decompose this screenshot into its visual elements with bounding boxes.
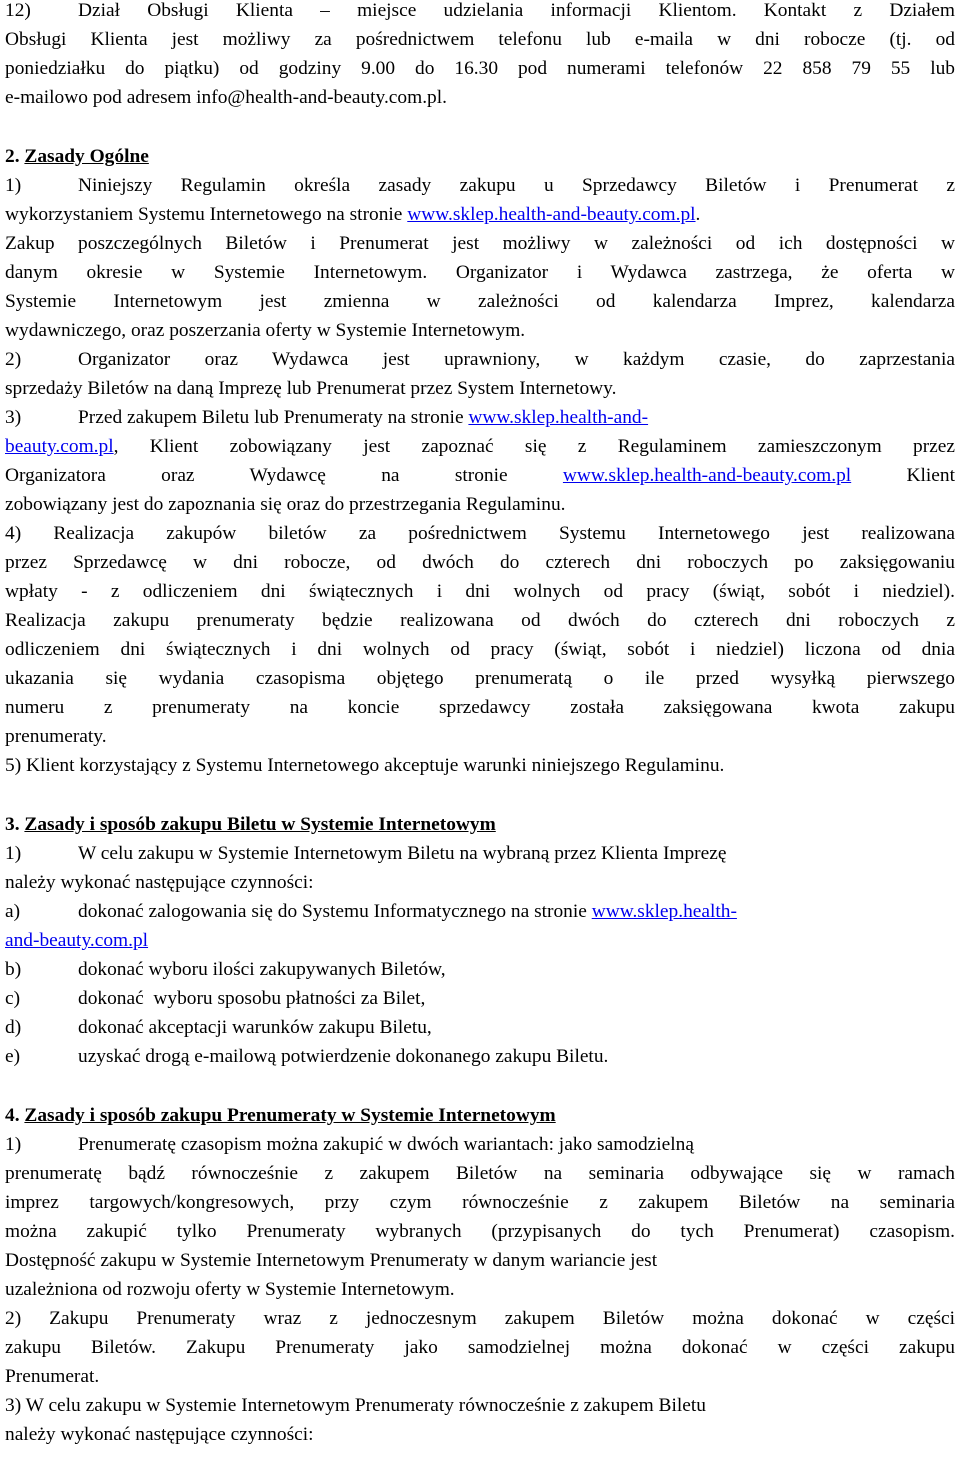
sec2-p4-line-3: wpłaty - z odliczeniem dni świątecznych i dni wolnych od pracy (świąt, sobót i niedziel). bbox=[5, 581, 955, 602]
sec3-item-a-text: dokonać zalogowania się do Systemu Informatycznego na stronie bbox=[78, 901, 592, 922]
sec4-p1-line-2: prenumeratę bądź równocześnie z zakupem Biletów na seminaria odbywające się w ramach bbox=[5, 1163, 955, 1184]
sec3-p1-text-1: W celu zakupu w Systemie Internetowym Biletu na wybraną przez Klienta Imprezę bbox=[78, 843, 727, 864]
sec2-p3-line-2 bbox=[5, 436, 955, 458]
s12-line-2: Obsługi Klienta jest możliwy za pośrednictwem telefonu lub e-maila w dni robocze (tj. od bbox=[5, 29, 955, 50]
sec4-p1-number: 1) bbox=[5, 1134, 22, 1155]
section-3-number: 3. bbox=[5, 814, 20, 835]
sec4-p1-line-3: imprez targowych/kongresowych, przy czym równocześnie z zakupem Biletów na seminaria bbox=[5, 1192, 955, 1213]
sec3-item-e-label: e) bbox=[5, 1046, 21, 1067]
sec2-p1-line-2 bbox=[5, 204, 700, 226]
sklep-link-part-1[interactable]: www.sklep.health-and- bbox=[468, 407, 649, 428]
sec3-item-b-text: dokonać wyboru ilości zakupywanych Biletów, bbox=[78, 959, 446, 980]
sec2-p1-text-1: Niniejszy Regulamin określa zasady zakupu u Sprzedawcy Biletów i Prenumerat z bbox=[78, 175, 955, 196]
sec4-p3-line-2: należy wykonać następujące czynności: bbox=[5, 1424, 314, 1445]
sec3-item-e-text: uzyskać drogą e-mailową potwierdzenie dokonanego zakupu Biletu. bbox=[78, 1046, 609, 1067]
sec2-p3-line-1 bbox=[5, 407, 648, 429]
s12-number: 12) bbox=[5, 0, 31, 21]
sec3-item-e bbox=[5, 1046, 608, 1068]
sec2-p1-text-2: wykorzystaniem Systemu Internetowego na stronie bbox=[5, 204, 408, 225]
s12-line-3: poniedziałku do piątku) od godziny 9.00 do 16.30 pod numerami telefonów 22 858 79 55 lub bbox=[5, 58, 955, 79]
sec4-p1-line-6: uzależniona od rozwoju oferty w Systemie Internetowym. bbox=[5, 1279, 455, 1300]
sec2-p2-number: 2) bbox=[5, 349, 22, 370]
sec2-p1-text-2-end: . bbox=[695, 204, 701, 225]
section-4-heading bbox=[5, 1105, 556, 1127]
sec2-p1-line-6: wydawniczego, oraz poszerzania oferty w Systemie Internetowym. bbox=[5, 320, 526, 341]
s12-line-1 bbox=[5, 0, 955, 22]
sec3-p1-number: 1) bbox=[5, 843, 22, 864]
sec3-item-a-cont bbox=[5, 930, 148, 952]
sec3-p1-line-2: należy wykonać następujące czynności: bbox=[5, 872, 314, 893]
section-4-number: 4. bbox=[5, 1105, 20, 1126]
sec2-p4-line-1: 4) Realizacja zakupów biletów za pośrednictwem Systemu Internetowego jest realizowana bbox=[5, 523, 955, 544]
sec2-p4-line-2: przez Sprzedawcę w dni robocze, od dwóch do czterech dni roboczych po zaksięgowaniu bbox=[5, 552, 955, 573]
sec2-p5-line-1: 5) Klient korzystający z Systemu Internetowego akceptuje warunki niniejszego Regulaminu. bbox=[5, 755, 725, 776]
sec3-item-d-text: dokonać akceptacji warunków zakupu Biletu, bbox=[78, 1017, 432, 1038]
sec2-p1-number: 1) bbox=[5, 175, 22, 196]
sec2-p1-line-3: Zakup poszczególnych Biletów i Prenumerat jest możliwy w zależności od ich dostępności w bbox=[5, 233, 955, 254]
sklep-link-3-part-2[interactable]: and-beauty.com.pl bbox=[5, 930, 149, 951]
sec2-p3-text-3-end: Klient bbox=[851, 465, 955, 486]
sec3-item-a bbox=[5, 901, 737, 923]
sec2-p1-line-1 bbox=[5, 175, 955, 197]
sec3-item-c-label: c) bbox=[5, 988, 21, 1009]
sec2-p3-line-4: zobowiązany jest do zapoznania się oraz do przestrzegania Regulaminu. bbox=[5, 494, 566, 515]
sec2-p3-text-2: , Klient zobowiązany jest zapoznać się z Regulaminem zamieszczonym przez bbox=[113, 436, 955, 457]
sklep-link-2[interactable]: www.sklep.health-and-beauty.com.pl bbox=[562, 465, 852, 486]
sec2-p2-text-1: Organizator oraz Wydawca jest uprawniony, w każdym czasie, do zaprzestania bbox=[78, 349, 955, 370]
sec3-item-c bbox=[5, 988, 425, 1010]
sec2-p1-line-4: danym okresie w Systemie Internetowym. Organizator i Wydawca zastrzega, że oferta w bbox=[5, 262, 955, 283]
sec3-p1-line-1 bbox=[5, 843, 726, 865]
section-2-number: 2. bbox=[5, 146, 20, 167]
sec2-p3-text-1: Przed zakupem Biletu lub Prenumeraty na stronie bbox=[78, 407, 469, 428]
sec4-p1-line-5: Dostępność zakupu w Systemie Internetowym Prenumeraty w danym wariancie jest bbox=[5, 1250, 658, 1271]
sec2-p4-line-5: odliczeniem dni świątecznych i dni wolnych od pracy (świąt, sobót i niedziel) liczona od dnia bbox=[5, 639, 955, 660]
sec3-item-a-label: a) bbox=[5, 901, 21, 922]
sec3-item-c-text: dokonać wyboru sposobu płatności za Bilet, bbox=[78, 988, 426, 1009]
sec4-p2-line-1: 2) Zakupu Prenumeraty wraz z jednoczesnym zakupem Biletów można dokonać w części bbox=[5, 1308, 955, 1329]
section-2-heading bbox=[5, 146, 149, 168]
s12-line-4: e-mailowo pod adresem info@health-and-beauty.com.pl. bbox=[5, 87, 447, 108]
sec2-p3-text-3: Organizatora oraz Wydawcę na stronie bbox=[5, 465, 563, 486]
sec2-p2-line-1 bbox=[5, 349, 955, 371]
sklep-link-part-2[interactable]: beauty.com.pl bbox=[5, 436, 114, 457]
sec2-p4-line-7: numeru z prenumeraty na koncie sprzedawcy została zaksięgowana kwota zakupu bbox=[5, 697, 955, 718]
section-3-title: Zasady i sposób zakupu Biletu w Systemie Internetowym bbox=[24, 814, 496, 835]
sec2-p2-line-2: sprzedaży Biletów na daną Imprezę lub Prenumerat przez System Internetowy. bbox=[5, 378, 617, 399]
sec3-item-b-label: b) bbox=[5, 959, 22, 980]
sec4-p2-line-3: Prenumerat. bbox=[5, 1366, 100, 1387]
sec2-p4-line-4: Realizacja zakupu prenumeraty będzie realizowana od dwóch do czterech dni roboczych z bbox=[5, 610, 955, 631]
sec2-p3-line-3 bbox=[5, 465, 955, 487]
sec2-p4-line-8: prenumeraty. bbox=[5, 726, 107, 747]
s12-text-1: Dział Obsługi Klienta – miejsce udzielania informacji Klientom. Kontakt z Działem bbox=[78, 0, 955, 21]
sec4-p2-line-2: zakupu Biletów. Zakupu Prenumeraty jako samodzielnej można dokonać w części zakupu bbox=[5, 1337, 955, 1358]
sklep-link[interactable]: www.sklep.health-and-beauty.com.pl bbox=[407, 204, 696, 225]
section-4-title: Zasady i sposób zakupu Prenumeraty w Systemie Internetowym bbox=[24, 1105, 556, 1126]
sec2-p1-line-5: Systemie Internetowym jest zmienna w zależności od kalendarza Imprez, kalendarza bbox=[5, 291, 955, 312]
sec4-p1-line-1 bbox=[5, 1134, 694, 1156]
sec3-item-d-label: d) bbox=[5, 1017, 22, 1038]
sec2-p3-number: 3) bbox=[5, 407, 22, 428]
sec4-p1-line-4: można zakupić tylko Prenumeraty wybranych (przypisanych do tych Prenumerat) czasopism. bbox=[5, 1221, 955, 1242]
sec2-p4-line-6: ukazania się wydania czasopisma objętego prenumeratą o ile przed wysyłką pierwszego bbox=[5, 668, 955, 689]
sec4-p3-line-1: 3) W celu zakupu w Systemie Internetowym Prenumeraty równocześnie z zakupem Biletu bbox=[5, 1395, 706, 1416]
section-2-title: Zasady Ogólne bbox=[24, 146, 149, 167]
sec3-item-b bbox=[5, 959, 446, 981]
sec4-p1-text-1: Prenumeratę czasopism można zakupić w dwóch wariantach: jako samodzielną bbox=[78, 1134, 694, 1155]
section-3-heading bbox=[5, 814, 496, 836]
sec3-item-d bbox=[5, 1017, 432, 1039]
sklep-link-3-part-1[interactable]: www.sklep.health- bbox=[591, 901, 737, 922]
